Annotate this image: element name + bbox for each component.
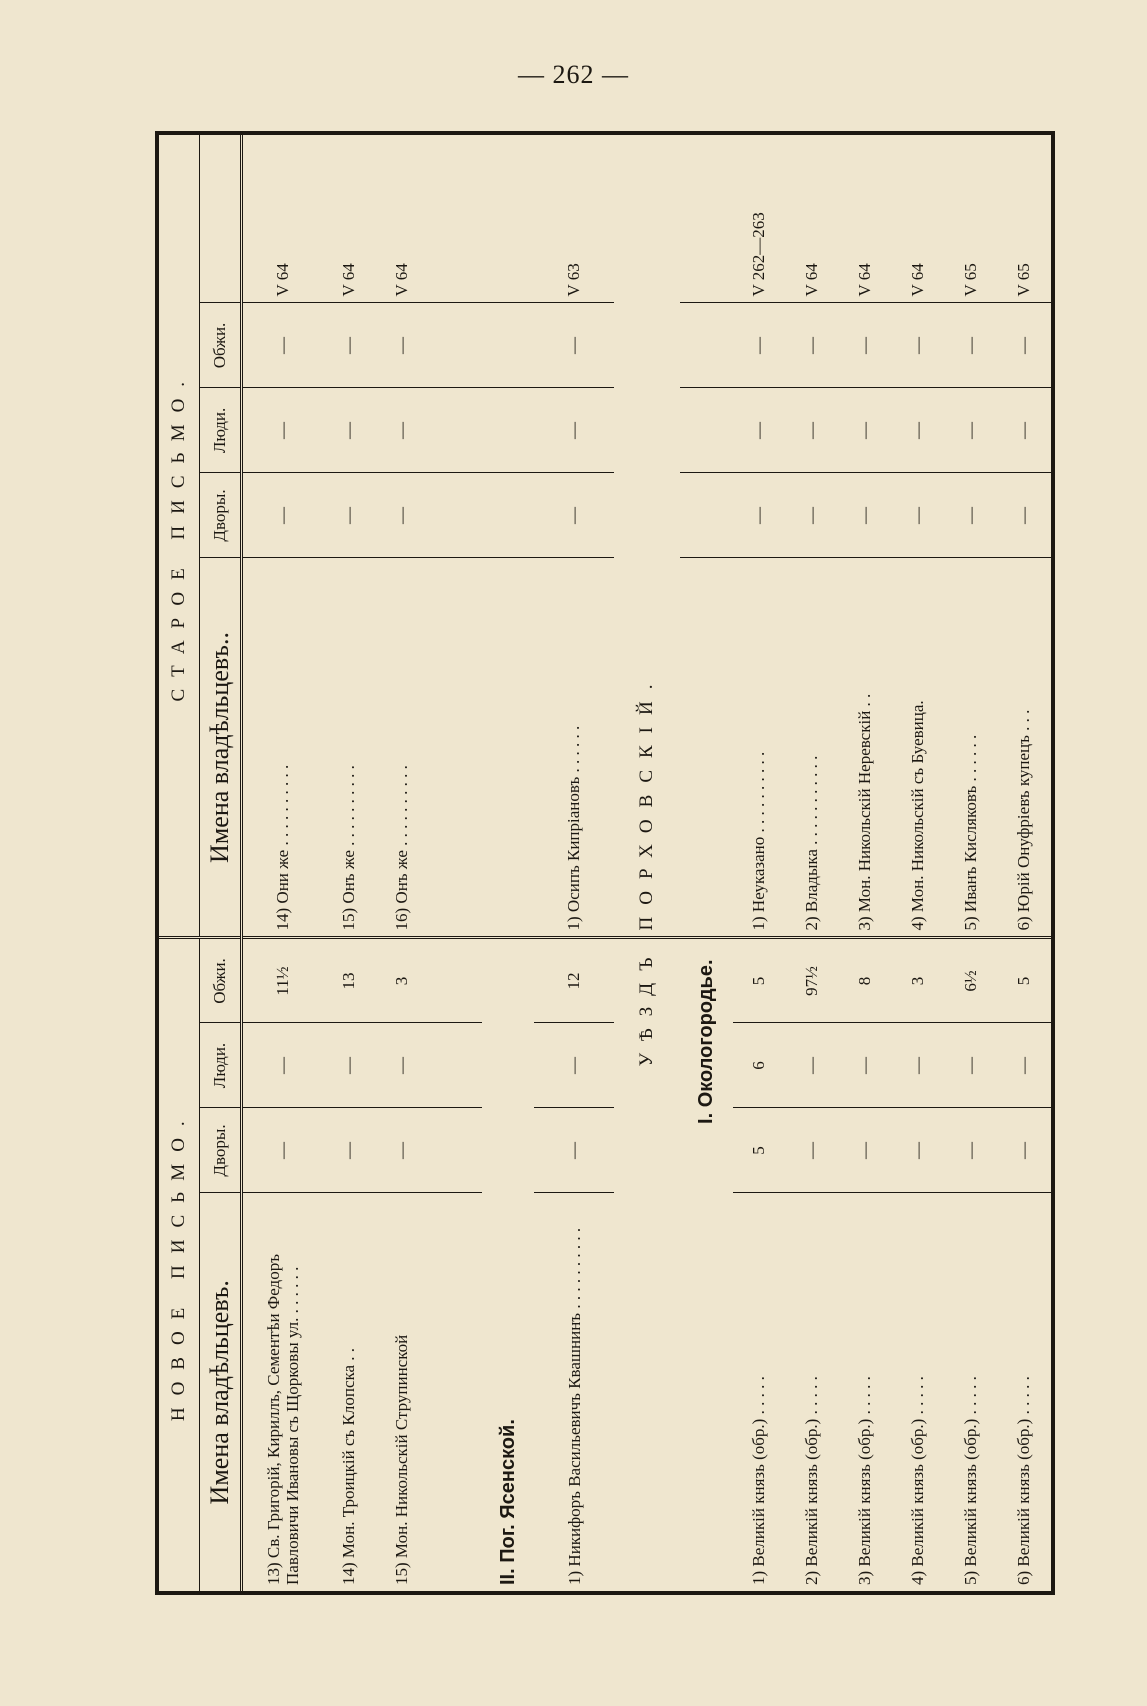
old-dvory: — — [733, 473, 786, 558]
reference: V 63 — [534, 133, 613, 303]
old-obzhi: — — [944, 303, 997, 388]
new-owner: 1) Великій князь (обр.) . . . . . — [733, 1193, 786, 1593]
pogost-banner-row — [482, 133, 535, 1593]
new-lyudi: — — [839, 1023, 892, 1108]
ledger-table — [155, 131, 1055, 1595]
page-number: — 262 — — [518, 60, 629, 89]
new-obzhi: 3 — [376, 938, 429, 1023]
new-obzhi: 12 — [534, 938, 613, 1023]
new-dvory: — — [997, 1108, 1053, 1193]
new-dvory: — — [376, 1108, 429, 1193]
old-dvory: — — [534, 473, 613, 558]
new-lyudi: — — [534, 1023, 613, 1108]
reference: V 64 — [376, 133, 429, 303]
old-dvory: — — [786, 473, 839, 558]
old-lyudi: — — [242, 388, 323, 473]
old-dvory: — — [944, 473, 997, 558]
new-owner: 2) Великій князь (обр.) . . . . . — [786, 1193, 839, 1593]
new-obzhi: 6½ — [944, 938, 997, 1023]
old-lyudi: — — [323, 388, 376, 473]
old-owner: 1) Неуказано . . . . . . . . . . — [733, 558, 786, 938]
uezd-banner-row — [614, 133, 680, 1593]
old-obzhi: — — [997, 303, 1053, 388]
uezd-left: УѢЗДЪ — [614, 938, 680, 1593]
new-owner: 4) Великій князь (обр.) . . . . . — [892, 1193, 945, 1593]
new-owner: 14) Мон. Троицкій съ Клопска . . — [323, 1193, 376, 1593]
okolo-banner-row — [680, 133, 733, 1593]
table-row — [733, 133, 786, 1593]
old-obzhi: — — [242, 303, 323, 388]
reference: V 64 — [323, 133, 376, 303]
old-obzhi: — — [733, 303, 786, 388]
col-names-new: Имена владѣльцевъ. — [200, 1193, 242, 1593]
col-obzhi-old: Обжи. — [200, 303, 242, 388]
reference: V 65 — [997, 133, 1053, 303]
old-dvory: — — [997, 473, 1053, 558]
section-old: СТАРОЕ ПИСЬМО. — [157, 133, 200, 938]
old-lyudi: — — [997, 388, 1053, 473]
new-lyudi: — — [944, 1023, 997, 1108]
col-lyudi-old: Люди. — [200, 388, 242, 473]
old-lyudi: — — [376, 388, 429, 473]
old-owner: 4) Мон. Никольскій съ Буевица. — [892, 558, 945, 938]
new-dvory: 5 — [733, 1108, 786, 1193]
old-owner: 2) Владыка . . . . . . . . . . . — [786, 558, 839, 938]
table-row — [242, 133, 323, 1593]
reference: V 64 — [839, 133, 892, 303]
new-lyudi: — — [786, 1023, 839, 1108]
old-obzhi: — — [534, 303, 613, 388]
old-owner: 1) Осипъ Кипріановъ . . . . . . — [534, 558, 613, 938]
table-row — [323, 133, 376, 1593]
table-row — [944, 133, 997, 1593]
table-row — [892, 133, 945, 1593]
col-obzhi-new: Обжи. — [200, 938, 242, 1023]
old-obzhi: — — [786, 303, 839, 388]
old-dvory: — — [892, 473, 945, 558]
new-dvory: — — [242, 1108, 323, 1193]
col-lyudi-new: Люди. — [200, 1023, 242, 1108]
new-lyudi: — — [323, 1023, 376, 1108]
column-header-row — [200, 133, 242, 1593]
col-names-old: Имена владѣльцевъ.. — [200, 558, 242, 938]
col-ref — [200, 133, 242, 303]
new-lyudi: — — [892, 1023, 945, 1108]
old-owner: 14) Они же . . . . . . . . . . — [242, 558, 323, 938]
new-owner: 5) Великій князь (обр.) . . . . . — [944, 1193, 997, 1593]
new-owner: 6) Великій князь (обр.) . . . . . — [997, 1193, 1053, 1593]
reference: V 64 — [242, 133, 323, 303]
old-dvory: — — [323, 473, 376, 558]
new-obzhi: 97½ — [786, 938, 839, 1023]
old-owner: 15) Онъ же . . . . . . . . . . — [323, 558, 376, 938]
new-dvory: — — [944, 1108, 997, 1193]
uezd-right: ПОРХОВСКІЙ. — [614, 133, 680, 938]
table-row — [839, 133, 892, 1593]
rotated-table-wrapper — [155, 135, 1055, 1595]
old-lyudi: — — [892, 388, 945, 473]
old-owner: 5) Иванъ Кисляковъ . . . . . . — [944, 558, 997, 938]
old-obzhi: — — [892, 303, 945, 388]
section-new: НОВОЕ ПИСЬМО. — [157, 938, 200, 1593]
new-obzhi: 13 — [323, 938, 376, 1023]
new-lyudi: — — [997, 1023, 1053, 1108]
col-dvory-new: Дворы. — [200, 1108, 242, 1193]
spacer-row — [429, 133, 482, 1593]
new-dvory: — — [839, 1108, 892, 1193]
old-lyudi: — — [786, 388, 839, 473]
table-row — [376, 133, 429, 1593]
table-row — [534, 133, 613, 1593]
old-obzhi: — — [376, 303, 429, 388]
pogost-title: II. Пог. Ясенской. — [482, 938, 535, 1593]
new-dvory: — — [323, 1108, 376, 1193]
new-obzhi: 5 — [997, 938, 1053, 1023]
new-lyudi: — — [376, 1023, 429, 1108]
old-owner: 6) Юрій Онуфріевъ купецъ . . . — [997, 558, 1053, 938]
table-row — [786, 133, 839, 1593]
old-lyudi: — — [944, 388, 997, 473]
new-obzhi: 11½ — [242, 938, 323, 1023]
old-obzhi: — — [323, 303, 376, 388]
old-owner: 3) Мон. Никольскій Неревскій . . — [839, 558, 892, 938]
section-header-row — [157, 133, 200, 1593]
reference: V 262—263 — [733, 133, 786, 303]
old-owner: 16) Онъ же . . . . . . . . . . — [376, 558, 429, 938]
old-lyudi: — — [534, 388, 613, 473]
new-obzhi: 8 — [839, 938, 892, 1023]
old-dvory: — — [376, 473, 429, 558]
new-lyudi: 6 — [733, 1023, 786, 1108]
new-dvory: — — [892, 1108, 945, 1193]
new-owner: 13) Св. Григорій, Кириллъ, Сементѣи Федоръ Павловичи Ивановы съ Щорковы ул. . . . . . . — [242, 1193, 323, 1593]
old-lyudi: — — [733, 388, 786, 473]
reference: V 64 — [892, 133, 945, 303]
table-row — [997, 133, 1053, 1593]
old-obzhi: — — [839, 303, 892, 388]
reference: V 65 — [944, 133, 997, 303]
new-obzhi: 3 — [892, 938, 945, 1023]
new-owner: 15) Мон. Никольскій Струпинской — [376, 1193, 429, 1593]
okolo-title: I. Окологородье. — [680, 938, 733, 1593]
new-dvory: — — [534, 1108, 613, 1193]
new-lyudi: — — [242, 1023, 323, 1108]
col-dvory-old: Дворы. — [200, 473, 242, 558]
old-dvory: — — [839, 473, 892, 558]
new-owner: 3) Великій князь (обр.) . . . . . — [839, 1193, 892, 1593]
new-owner: 1) Никифоръ Васильевичъ Квашнинъ . . . . . . . . . . — [534, 1193, 613, 1593]
old-lyudi: — — [839, 388, 892, 473]
reference: V 64 — [786, 133, 839, 303]
new-dvory: — — [786, 1108, 839, 1193]
new-obzhi: 5 — [733, 938, 786, 1023]
old-dvory: — — [242, 473, 323, 558]
